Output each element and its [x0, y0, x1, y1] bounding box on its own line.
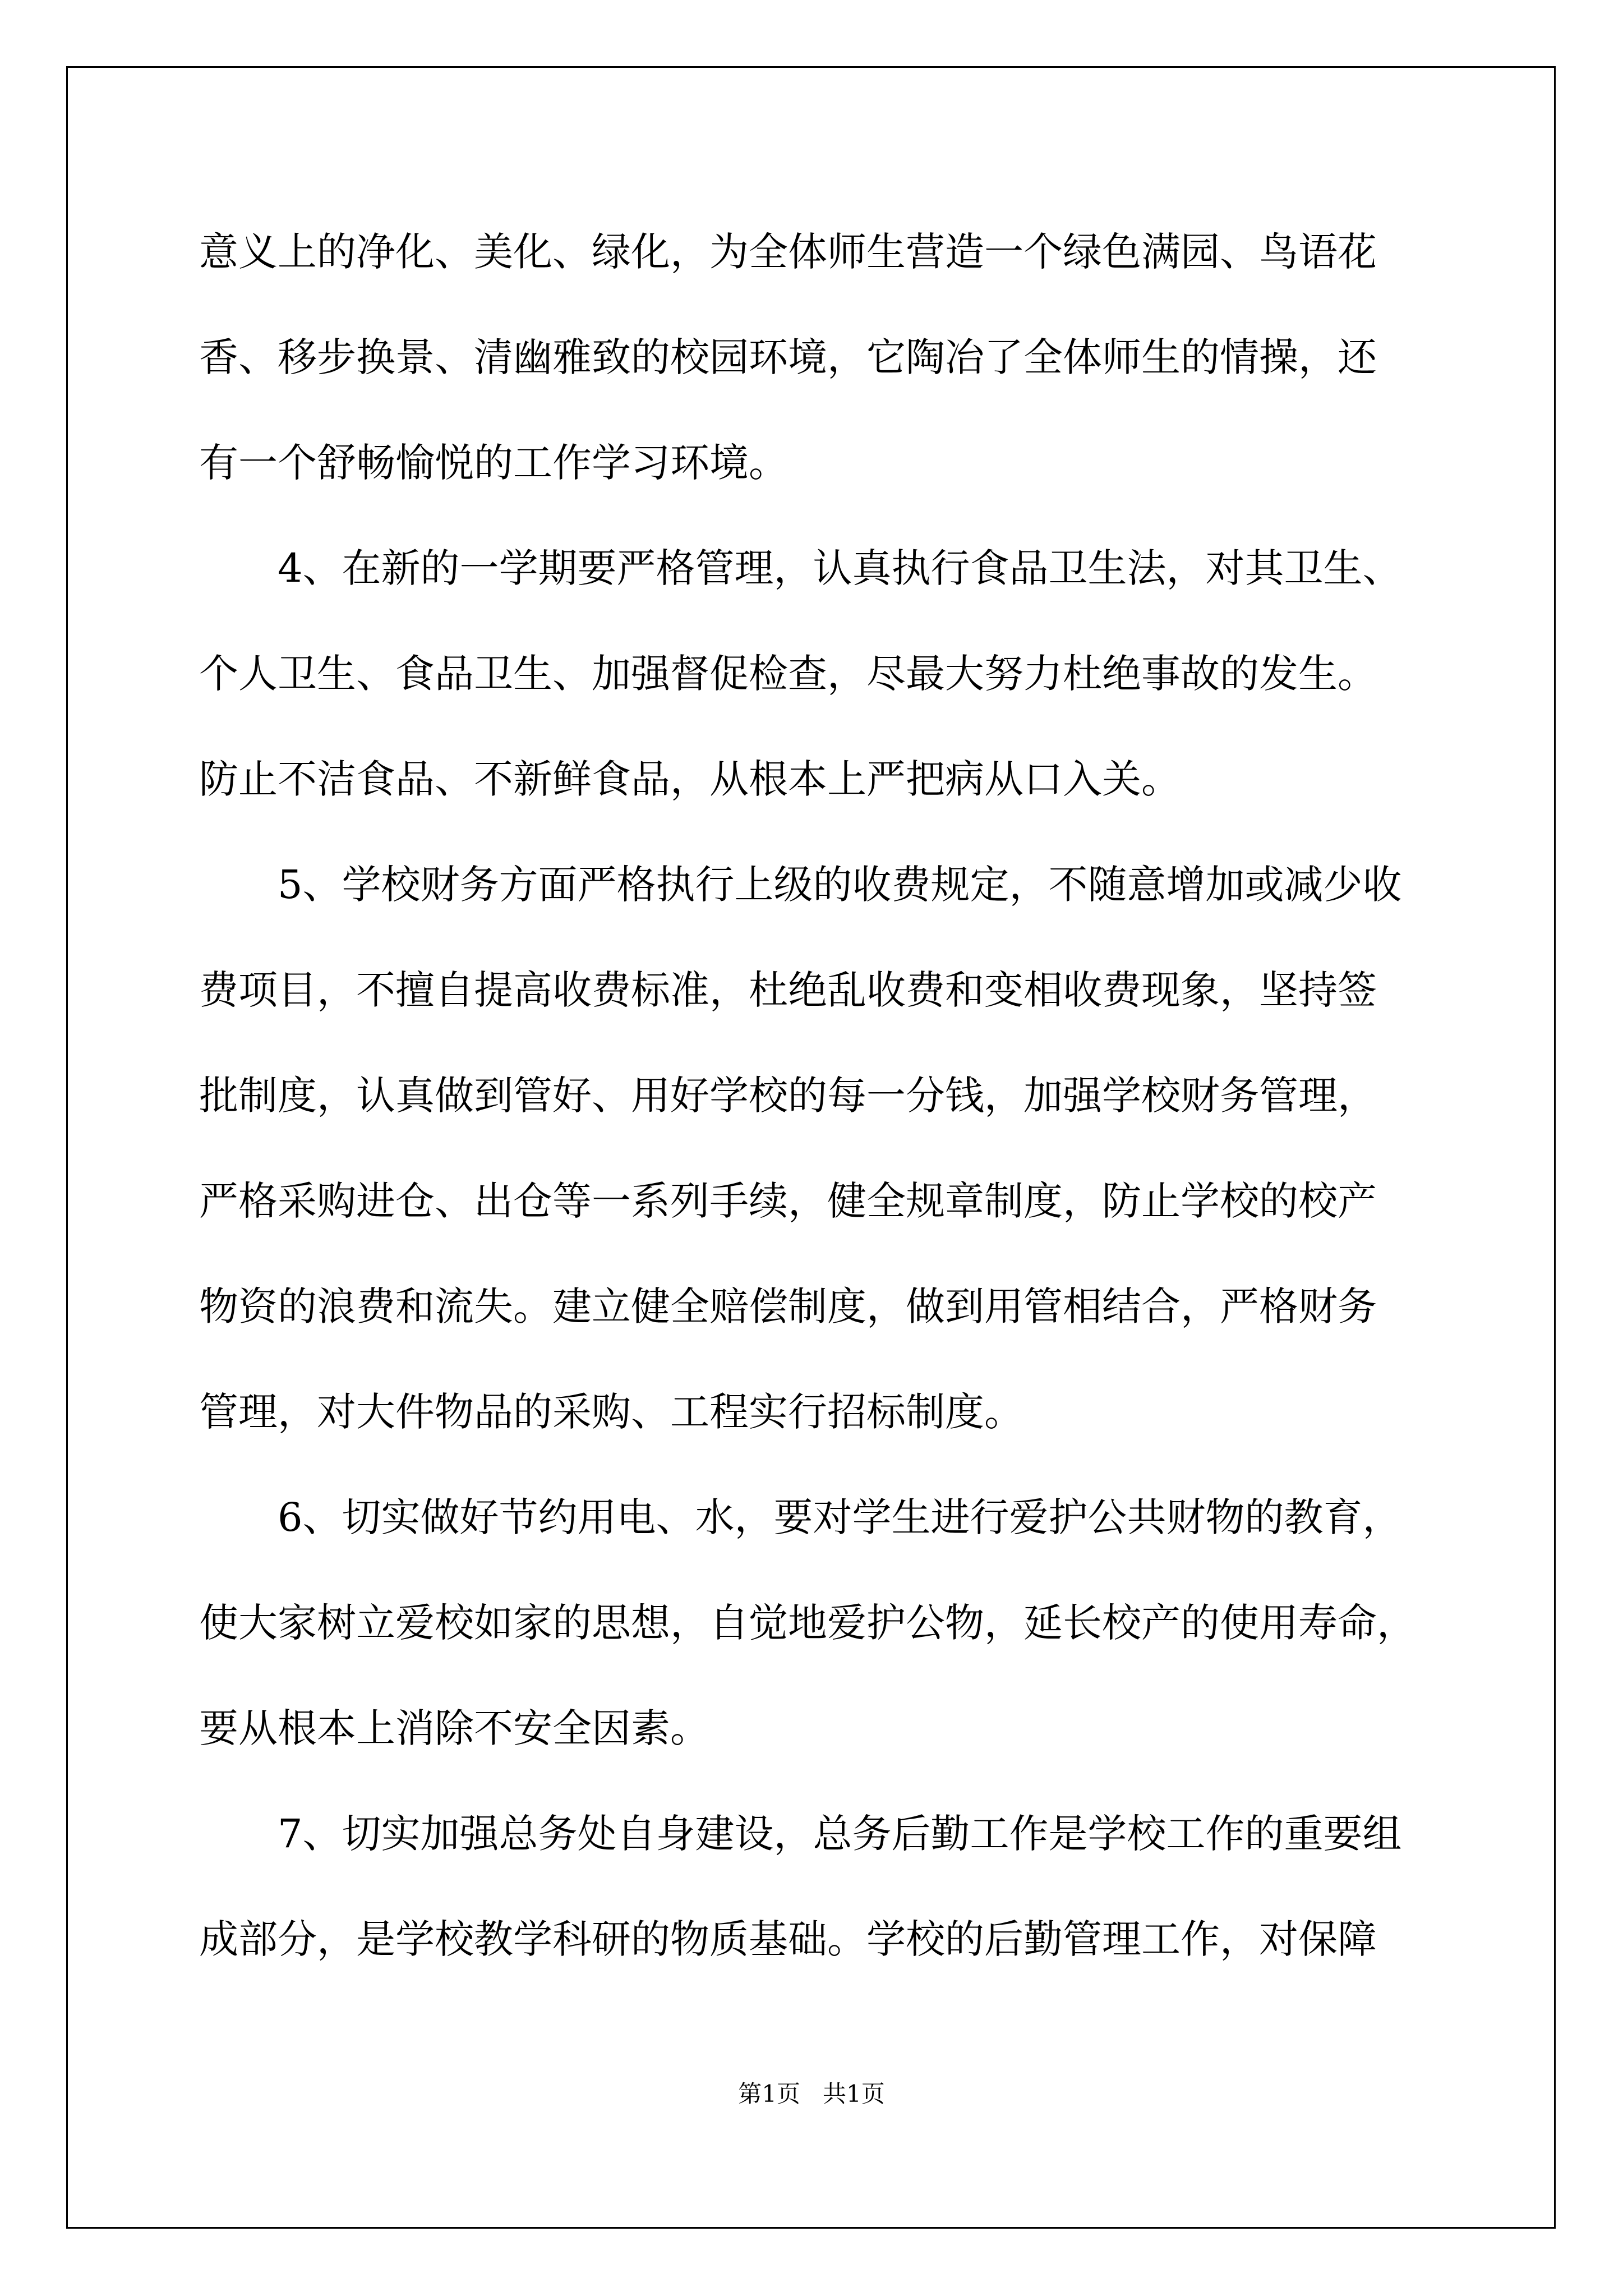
text-line: 费项目，不擅自提高收费标准，杜绝乱收费和变相收费现象，坚持签: [199, 967, 1377, 1013]
text-line: 个人卫生、食品卫生、加强督促检查，尽最大努力杜绝事故的发生。: [199, 651, 1377, 697]
text-line: 批制度，认真做到管好、用好学校的每一分钱，加强学校财务管理，: [199, 1073, 1377, 1119]
text-line: 成部分，是学校教学科研的物质基础。学校的后勤管理工作，对保障: [199, 1916, 1377, 1962]
text-line: 使大家树立爱校如家的思想，自觉地爱护公物，延长校产的使用寿命，: [199, 1600, 1416, 1646]
text-line-item-7: 7、切实加强总务处自身建设，总务后勤工作是学校工作的重要组: [278, 1811, 1402, 1857]
text-line: 管理，对大件物品的采购、工程实行招标制度。: [199, 1389, 1023, 1435]
text-line: 防止不洁食品、不新鲜食品，从根本上严把病从口入关。: [199, 756, 1181, 802]
text-line: 香、移步换景、清幽雅致的校园环境，它陶冶了全体师生的情操，还: [199, 334, 1377, 380]
text-line: 严格采购进仓、出仓等一系列手续，健全规章制度，防止学校的校产: [199, 1178, 1377, 1224]
document-body: [199, 199, 1455, 1992]
text-line: 物资的浪费和流失。建立健全赔偿制度，做到用管相结合，严格财务: [199, 1283, 1377, 1329]
text-line-item-4: 4、在新的一学期要严格管理，认真执行食品卫生法，对其卫生、: [278, 545, 1402, 591]
text-line: 有一个舒畅愉悦的工作学习环境。: [199, 440, 788, 486]
text-line: 要从根本上消除不安全因素。: [199, 1705, 709, 1751]
page-footer: 第1页 共1页: [738, 2080, 885, 2108]
text-line-item-5: 5、学校财务方面严格执行上级的收费规定，不随意增加或减少收: [278, 862, 1402, 908]
text-line: 意义上的净化、美化、绿化，为全体师生营造一个绿色满园、鸟语花: [199, 229, 1377, 275]
text-line-item-6: 6、切实做好节约用电、水，要对学生进行爱护公共财物的教育，: [278, 1494, 1402, 1540]
